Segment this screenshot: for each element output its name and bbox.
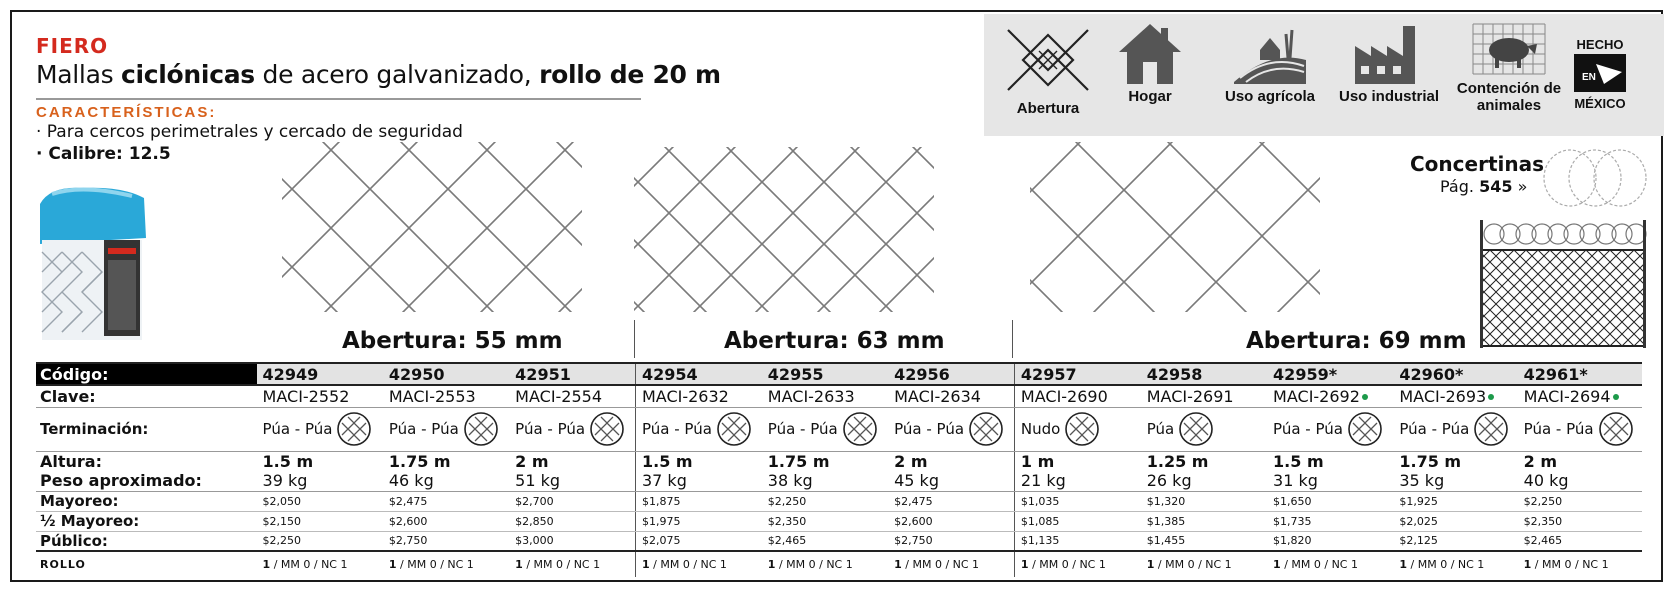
- half-wholesale-row-label: ½ Mayoreo:: [36, 511, 257, 531]
- wholesale-row-cell: [762, 491, 888, 511]
- termination-wrap: [894, 411, 1014, 447]
- weight-row-cell: [1518, 471, 1642, 491]
- new-product-dot: [1362, 394, 1368, 400]
- termination-row-label: Terminación:: [36, 407, 257, 451]
- termination-row-cell: [509, 407, 635, 451]
- half-wholesale-row-cell: [1393, 511, 1517, 531]
- product-key: MACI-2694: [1523, 386, 1611, 406]
- wholesale-row-cell: [257, 491, 383, 511]
- rollo-row-cell: [1267, 551, 1393, 577]
- termination-row-cell: [1141, 407, 1267, 451]
- height-row-cell: [762, 451, 888, 471]
- product-code: 42957: [1020, 364, 1077, 384]
- half-wholesale-price: $2,850: [515, 514, 554, 528]
- weight-row-cell: [888, 471, 1014, 491]
- code-row-cell: [383, 363, 509, 385]
- wholesale-row-cell: [1518, 491, 1642, 511]
- termination-icon: [1598, 411, 1634, 447]
- termination-row-cell: [762, 407, 888, 451]
- half-wholesale-row-cell: [383, 511, 509, 531]
- wholesale-row-cell: [383, 491, 509, 511]
- icon-label: Abertura: [1016, 100, 1080, 117]
- termination-text: Púa: [1146, 420, 1175, 438]
- section-divider: [634, 320, 635, 358]
- height-row-cell: [1267, 451, 1393, 471]
- title-underline: [36, 98, 641, 100]
- weight-value: 21 kg: [1020, 471, 1066, 491]
- termination-wrap: [1399, 411, 1517, 447]
- termination-icon: [1347, 411, 1383, 447]
- clave-row-cell: [1141, 385, 1267, 407]
- termination-icon: [716, 411, 752, 447]
- height-row-label: Altura:: [40, 451, 102, 471]
- icon-label: Uso agrícola: [1224, 88, 1316, 105]
- half-wholesale-row-cell: [1267, 511, 1393, 531]
- weight-row-cell: [383, 471, 509, 491]
- clave-row-cell: [1014, 385, 1140, 407]
- height-row: [36, 451, 1642, 471]
- termination-icon: [968, 411, 1004, 447]
- retail-price: $2,250: [262, 534, 302, 548]
- half-wholesale-row-cell: [257, 511, 383, 531]
- icon-label: Contención de animales: [1456, 80, 1562, 114]
- termination-wrap: [515, 411, 635, 447]
- abertura-55-heading: Abertura: 55 mm: [342, 328, 563, 354]
- house-icon: [1115, 20, 1185, 88]
- code-row-cell: [1014, 363, 1140, 385]
- product-code: 42959*: [1273, 364, 1338, 384]
- wholesale-price: $2,050: [262, 494, 302, 508]
- retail-row-cell: [1267, 531, 1393, 551]
- termination-text: Púa - Púa: [894, 420, 965, 438]
- page-title: Mallas ciclónicas de acero galvanizado, rollo de 20 m: [36, 60, 721, 89]
- rollo-row-cell: [1393, 551, 1517, 577]
- termination-row-cell: [257, 407, 383, 451]
- rollo-row-cell: [1141, 551, 1267, 577]
- rollo-row-cell: [509, 551, 635, 577]
- weight-row-label: Peso aproximado:: [36, 471, 257, 491]
- weight-row-cell: [1267, 471, 1393, 491]
- termination-row-cell: [1267, 407, 1393, 451]
- half-wholesale-row-cell: [509, 511, 635, 531]
- height-value: 1.25 m: [1146, 451, 1209, 471]
- termination-wrap: [642, 411, 762, 447]
- wholesale-price: $2,700: [515, 494, 554, 508]
- retail-row-cell: [1518, 531, 1642, 551]
- roll-count: 1: [641, 558, 650, 571]
- roll-detail: / MM 0 / NC 1: [649, 558, 727, 571]
- en-text: EN: [1582, 72, 1596, 83]
- half-wholesale-row: [36, 511, 1642, 531]
- roll-count: 1: [1146, 558, 1155, 571]
- roll-detail: / MM 0 / NC 1: [522, 558, 601, 571]
- height-value: 2 m: [1523, 451, 1558, 471]
- roll-count: 1: [894, 558, 902, 571]
- roll-count: 1: [388, 558, 397, 571]
- height-row-cell: [383, 451, 509, 471]
- uso-agricola-feature: [1210, 20, 1330, 132]
- concertinas-page-link[interactable]: Pág. 545 »: [1440, 177, 1528, 196]
- termination-icon: [1064, 411, 1100, 447]
- height-row-cell: [509, 451, 635, 471]
- concertinas-title: Concertinas: [1410, 152, 1544, 176]
- wholesale-row-cell: [635, 491, 761, 511]
- termination-text: Púa - Púa: [1523, 420, 1594, 438]
- termination-row: [36, 407, 1642, 451]
- clave-row-cell: [509, 385, 635, 407]
- retail-row-cell: [635, 531, 761, 551]
- height-row-cell: [1518, 451, 1642, 471]
- retail-row-cell: [383, 531, 509, 551]
- weight-row-cell: [1141, 471, 1267, 491]
- height-value: 1 m: [1020, 451, 1055, 471]
- termination-wrap: [389, 411, 509, 447]
- retail-row-cell: [257, 531, 383, 551]
- mexico-text: MÉXICO: [1574, 96, 1626, 111]
- mesh-55mm-image: [282, 142, 582, 312]
- termination-row-cell: [1393, 407, 1517, 451]
- product-code: 42951: [515, 364, 571, 384]
- retail-price: $2,465: [1523, 534, 1563, 548]
- height-value: 2 m: [515, 451, 549, 471]
- mexico-flag-icon: [1570, 36, 1630, 116]
- half-wholesale-price: $2,600: [894, 514, 933, 528]
- product-code: 42949: [262, 364, 319, 384]
- roll-count: 1: [515, 558, 523, 571]
- retail-price: $2,750: [894, 534, 933, 548]
- concertina-coil-image: [1540, 142, 1655, 212]
- icon-label: Uso industrial: [1338, 88, 1439, 105]
- roll-detail: / MM 0 / NC 1: [901, 558, 980, 571]
- abertura-69-heading: Abertura: 69 mm: [1246, 328, 1467, 354]
- wholesale-row-cell: [888, 491, 1014, 511]
- termination-text: Púa - Púa: [767, 420, 838, 438]
- half-wholesale-price: $2,600: [388, 514, 428, 528]
- roll-detail: / MM 0 / NC 1: [1407, 558, 1485, 571]
- uso-industrial-feature: [1329, 20, 1449, 132]
- termination-wrap: [1273, 411, 1393, 447]
- product-key: MACI-2553: [388, 386, 476, 406]
- weight-value: 37 kg: [641, 471, 687, 491]
- retail-price: $2,465: [767, 534, 807, 548]
- half-wholesale-row-cell: [635, 511, 761, 531]
- product-code: 42955: [767, 364, 824, 384]
- abertura-63-heading: Abertura: 63 mm: [724, 328, 945, 354]
- product-key: MACI-2691: [1146, 386, 1234, 406]
- termination-text: Nudo: [1020, 420, 1061, 438]
- roll-detail: / MM 0 / NC 1: [396, 558, 474, 571]
- termination-row-cell: [888, 407, 1014, 451]
- roll-count: 1: [1399, 558, 1408, 571]
- wholesale-price: $2,250: [1523, 494, 1563, 508]
- half-wholesale-price: $2,025: [1399, 514, 1438, 528]
- weight-row-cell: [635, 471, 761, 491]
- termination-row-cell: [635, 407, 761, 451]
- wholesale-row-label: Mayoreo:: [36, 491, 257, 511]
- weight-row-cell: [1014, 471, 1140, 491]
- factory-icon: [1349, 20, 1429, 88]
- termination-wrap: [1021, 411, 1141, 447]
- wholesale-price: $1,035: [1020, 494, 1060, 508]
- feature-item: · Para cercos perimetrales y cercado de seguridad: [36, 122, 463, 142]
- weight-row-cell: [257, 471, 383, 491]
- pig-fence-icon: [1469, 20, 1549, 80]
- half-wholesale-row-cell: [1014, 511, 1140, 531]
- half-wholesale-price: $1,385: [1146, 514, 1186, 528]
- roll-count: 1: [1523, 558, 1532, 571]
- code-row-cell: [1141, 363, 1267, 385]
- retail-price: $1,455: [1146, 534, 1186, 548]
- wholesale-price: $2,475: [894, 494, 933, 508]
- half-wholesale-row-cell: [1518, 511, 1642, 531]
- wholesale-price: $1,925: [1399, 494, 1438, 508]
- rollo-row-cell: [1518, 551, 1642, 577]
- roll-detail: / MM 0 / NC 1: [1531, 558, 1609, 571]
- half-wholesale-price: $1,975: [641, 514, 681, 528]
- height-row-cell: [635, 451, 761, 471]
- retail-price: $2,750: [388, 534, 428, 548]
- termination-icon: [1178, 411, 1214, 447]
- wholesale-price: $2,250: [767, 494, 807, 508]
- weight-value: 46 kg: [388, 471, 434, 491]
- clave-row-cell: [1518, 385, 1642, 407]
- product-key: MACI-2692: [1273, 386, 1360, 406]
- wholesale-row-cell: [509, 491, 635, 511]
- product-key: MACI-2552: [262, 386, 350, 406]
- wholesale-row-cell: [1014, 491, 1140, 511]
- termination-icon: [1473, 411, 1509, 447]
- product-key: MACI-2634: [894, 386, 981, 406]
- product-code: 42961*: [1523, 364, 1588, 384]
- retail-price: $2,125: [1399, 534, 1438, 548]
- half-wholesale-price: $2,150: [262, 514, 302, 528]
- code-row-cell: [762, 363, 888, 385]
- wholesale-row: [36, 491, 1642, 511]
- clave-row-cell: [635, 385, 761, 407]
- weight-value: 51 kg: [515, 471, 561, 491]
- clave-row-cell: [888, 385, 1014, 407]
- roll-detail: / MM 0 / NC 1: [775, 558, 853, 571]
- retail-row-label: Público:: [36, 531, 257, 551]
- section-divider: [1012, 320, 1013, 358]
- product-code: 42958: [1146, 364, 1203, 384]
- termination-text: Púa - Púa: [1273, 420, 1343, 438]
- product-key: MACI-2693: [1399, 386, 1487, 406]
- height-row-cell: [888, 451, 1014, 471]
- termination-text: Púa - Púa: [388, 420, 459, 438]
- wholesale-row-cell: [1267, 491, 1393, 511]
- half-wholesale-row-cell: [888, 511, 1014, 531]
- half-wholesale-price: $2,350: [1523, 514, 1563, 528]
- code-row-cell: [509, 363, 635, 385]
- mesh-63mm-image: [634, 147, 934, 312]
- termination-wrap: [1147, 411, 1267, 447]
- rollo-row-cell: [257, 551, 383, 577]
- clave-row-cell: [383, 385, 509, 407]
- mesh-69mm-image: [1030, 142, 1320, 312]
- termination-row-cell: [1014, 407, 1140, 451]
- wholesale-row-cell: [1141, 491, 1267, 511]
- retail-row-cell: [1141, 531, 1267, 551]
- clave-row-cell: [762, 385, 888, 407]
- abertura-icon: [1003, 20, 1093, 100]
- roll-count: 1: [1273, 558, 1281, 571]
- weight-value: 35 kg: [1399, 471, 1445, 491]
- product-key: MACI-2554: [515, 386, 603, 406]
- retail-row-cell: [1014, 531, 1140, 551]
- roll-detail: / MM 0 / NC 1: [1154, 558, 1232, 571]
- code-row-cell: [257, 363, 383, 385]
- rollo-row-cell: [762, 551, 888, 577]
- termination-icon: [589, 411, 625, 447]
- new-product-dot: [1488, 394, 1494, 400]
- features-icon-panel: [984, 14, 1664, 136]
- half-wholesale-price: $1,085: [1020, 514, 1060, 528]
- retail-price: $2,075: [641, 534, 681, 548]
- brand-logo: FIERO: [36, 34, 109, 58]
- product-key: MACI-2690: [1020, 386, 1108, 406]
- roll-count: 1: [1020, 558, 1029, 571]
- retail-row-cell: [1393, 531, 1517, 551]
- spec-table: [36, 362, 1642, 577]
- termination-row-cell: [383, 407, 509, 451]
- clave-row-cell: [1267, 385, 1393, 407]
- roll-count: 1: [262, 558, 271, 571]
- weight-value: 45 kg: [894, 471, 939, 491]
- code-row-label: Código:: [36, 363, 257, 385]
- half-wholesale-price: $2,350: [767, 514, 807, 528]
- weight-row: [36, 471, 1642, 491]
- termination-row-cell: [1518, 407, 1642, 451]
- features-heading: CARACTERÍSTICAS:: [36, 104, 217, 121]
- weight-value: 39 kg: [262, 471, 308, 491]
- termination-icon: [463, 411, 499, 447]
- icon-label: Hogar: [1128, 88, 1172, 105]
- code-row-cell: [1518, 363, 1642, 385]
- rollo-row-cell: [888, 551, 1014, 577]
- termination-icon: [336, 411, 372, 447]
- rollo-row: [36, 551, 1642, 577]
- termination-icon: [842, 411, 878, 447]
- retail-row: [36, 531, 1642, 551]
- wholesale-price: $2,475: [388, 494, 428, 508]
- height-value: 1.75 m: [388, 451, 451, 471]
- code-row: [36, 363, 1642, 385]
- hecho-mexico-feature: [1550, 36, 1650, 148]
- height-value: 1.5 m: [262, 451, 314, 471]
- product-code: 42960*: [1399, 364, 1464, 384]
- clave-row-label: Clave:: [36, 385, 257, 407]
- clave-row-cell: [257, 385, 383, 407]
- retail-row-cell: [888, 531, 1014, 551]
- catalog-page: [10, 10, 1663, 582]
- farm-icon: [1230, 20, 1310, 88]
- product-code: 42950: [388, 364, 445, 384]
- rollo-row-cell: [635, 551, 761, 577]
- code-row-cell: [1267, 363, 1393, 385]
- retail-price: $3,000: [515, 534, 554, 548]
- wholesale-price: $1,650: [1273, 494, 1312, 508]
- product-key: MACI-2633: [767, 386, 855, 406]
- weight-value: 31 kg: [1273, 471, 1318, 491]
- roll-detail: / MM 0 / NC 1: [1028, 558, 1106, 571]
- rollo-row-cell: [383, 551, 509, 577]
- height-row-cell: [257, 451, 383, 471]
- clave-row: [36, 385, 1642, 407]
- code-row-cell: [635, 363, 761, 385]
- concertina-fence-image: [1478, 220, 1648, 350]
- height-value: 1.75 m: [1399, 451, 1462, 471]
- wholesale-price: $1,320: [1146, 494, 1186, 508]
- roll-count: 1: [767, 558, 776, 571]
- rollo-row-cell: [1014, 551, 1140, 577]
- retail-price: $1,135: [1020, 534, 1060, 548]
- code-row-cell: [888, 363, 1014, 385]
- product-key: MACI-2632: [641, 386, 729, 406]
- new-product-dot: [1613, 394, 1619, 400]
- retail-row-cell: [509, 531, 635, 551]
- retail-price: $1,820: [1273, 534, 1312, 548]
- height-value: 1.5 m: [1273, 451, 1324, 471]
- weight-value: 38 kg: [767, 471, 813, 491]
- feature-item: · Calibre: 12.5: [36, 144, 171, 164]
- height-value: 2 m: [894, 451, 928, 471]
- product-code: 42954: [641, 364, 698, 384]
- termination-text: Púa - Púa: [515, 420, 586, 438]
- retail-row-cell: [762, 531, 888, 551]
- weight-value: 26 kg: [1146, 471, 1192, 491]
- rollo-row-label: ROLLO: [40, 558, 86, 571]
- termination-text: Púa - Púa: [1399, 420, 1470, 438]
- roll-detail: / MM 0 / NC 1: [270, 558, 348, 571]
- half-wholesale-price: $1,735: [1273, 514, 1312, 528]
- half-wholesale-row-cell: [762, 511, 888, 531]
- hecho-text: HECHO: [1576, 37, 1624, 52]
- weight-row-cell: [509, 471, 635, 491]
- termination-wrap: [768, 411, 888, 447]
- height-row-cell: [1014, 451, 1140, 471]
- height-row-cell: [1393, 451, 1517, 471]
- termination-wrap: [1524, 411, 1642, 447]
- height-value: 1.5 m: [641, 451, 693, 471]
- weight-value: 40 kg: [1523, 471, 1569, 491]
- roll-detail: / MM 0 / NC 1: [1280, 558, 1358, 571]
- clave-row-cell: [1393, 385, 1517, 407]
- termination-text: Púa - Púa: [262, 420, 333, 438]
- termination-wrap: [263, 411, 383, 447]
- height-value: 1.75 m: [767, 451, 830, 471]
- code-row-cell: [1393, 363, 1517, 385]
- product-code: 42956: [894, 364, 950, 384]
- height-row-cell: [1141, 451, 1267, 471]
- termination-text: Púa - Púa: [641, 420, 712, 438]
- wholesale-price: $1,875: [641, 494, 681, 508]
- wholesale-row-cell: [1393, 491, 1517, 511]
- weight-row-cell: [1393, 471, 1517, 491]
- weight-row-cell: [762, 471, 888, 491]
- half-wholesale-row-cell: [1141, 511, 1267, 531]
- mesh-roll-image: [32, 182, 152, 342]
- hogar-feature: [1090, 20, 1210, 132]
